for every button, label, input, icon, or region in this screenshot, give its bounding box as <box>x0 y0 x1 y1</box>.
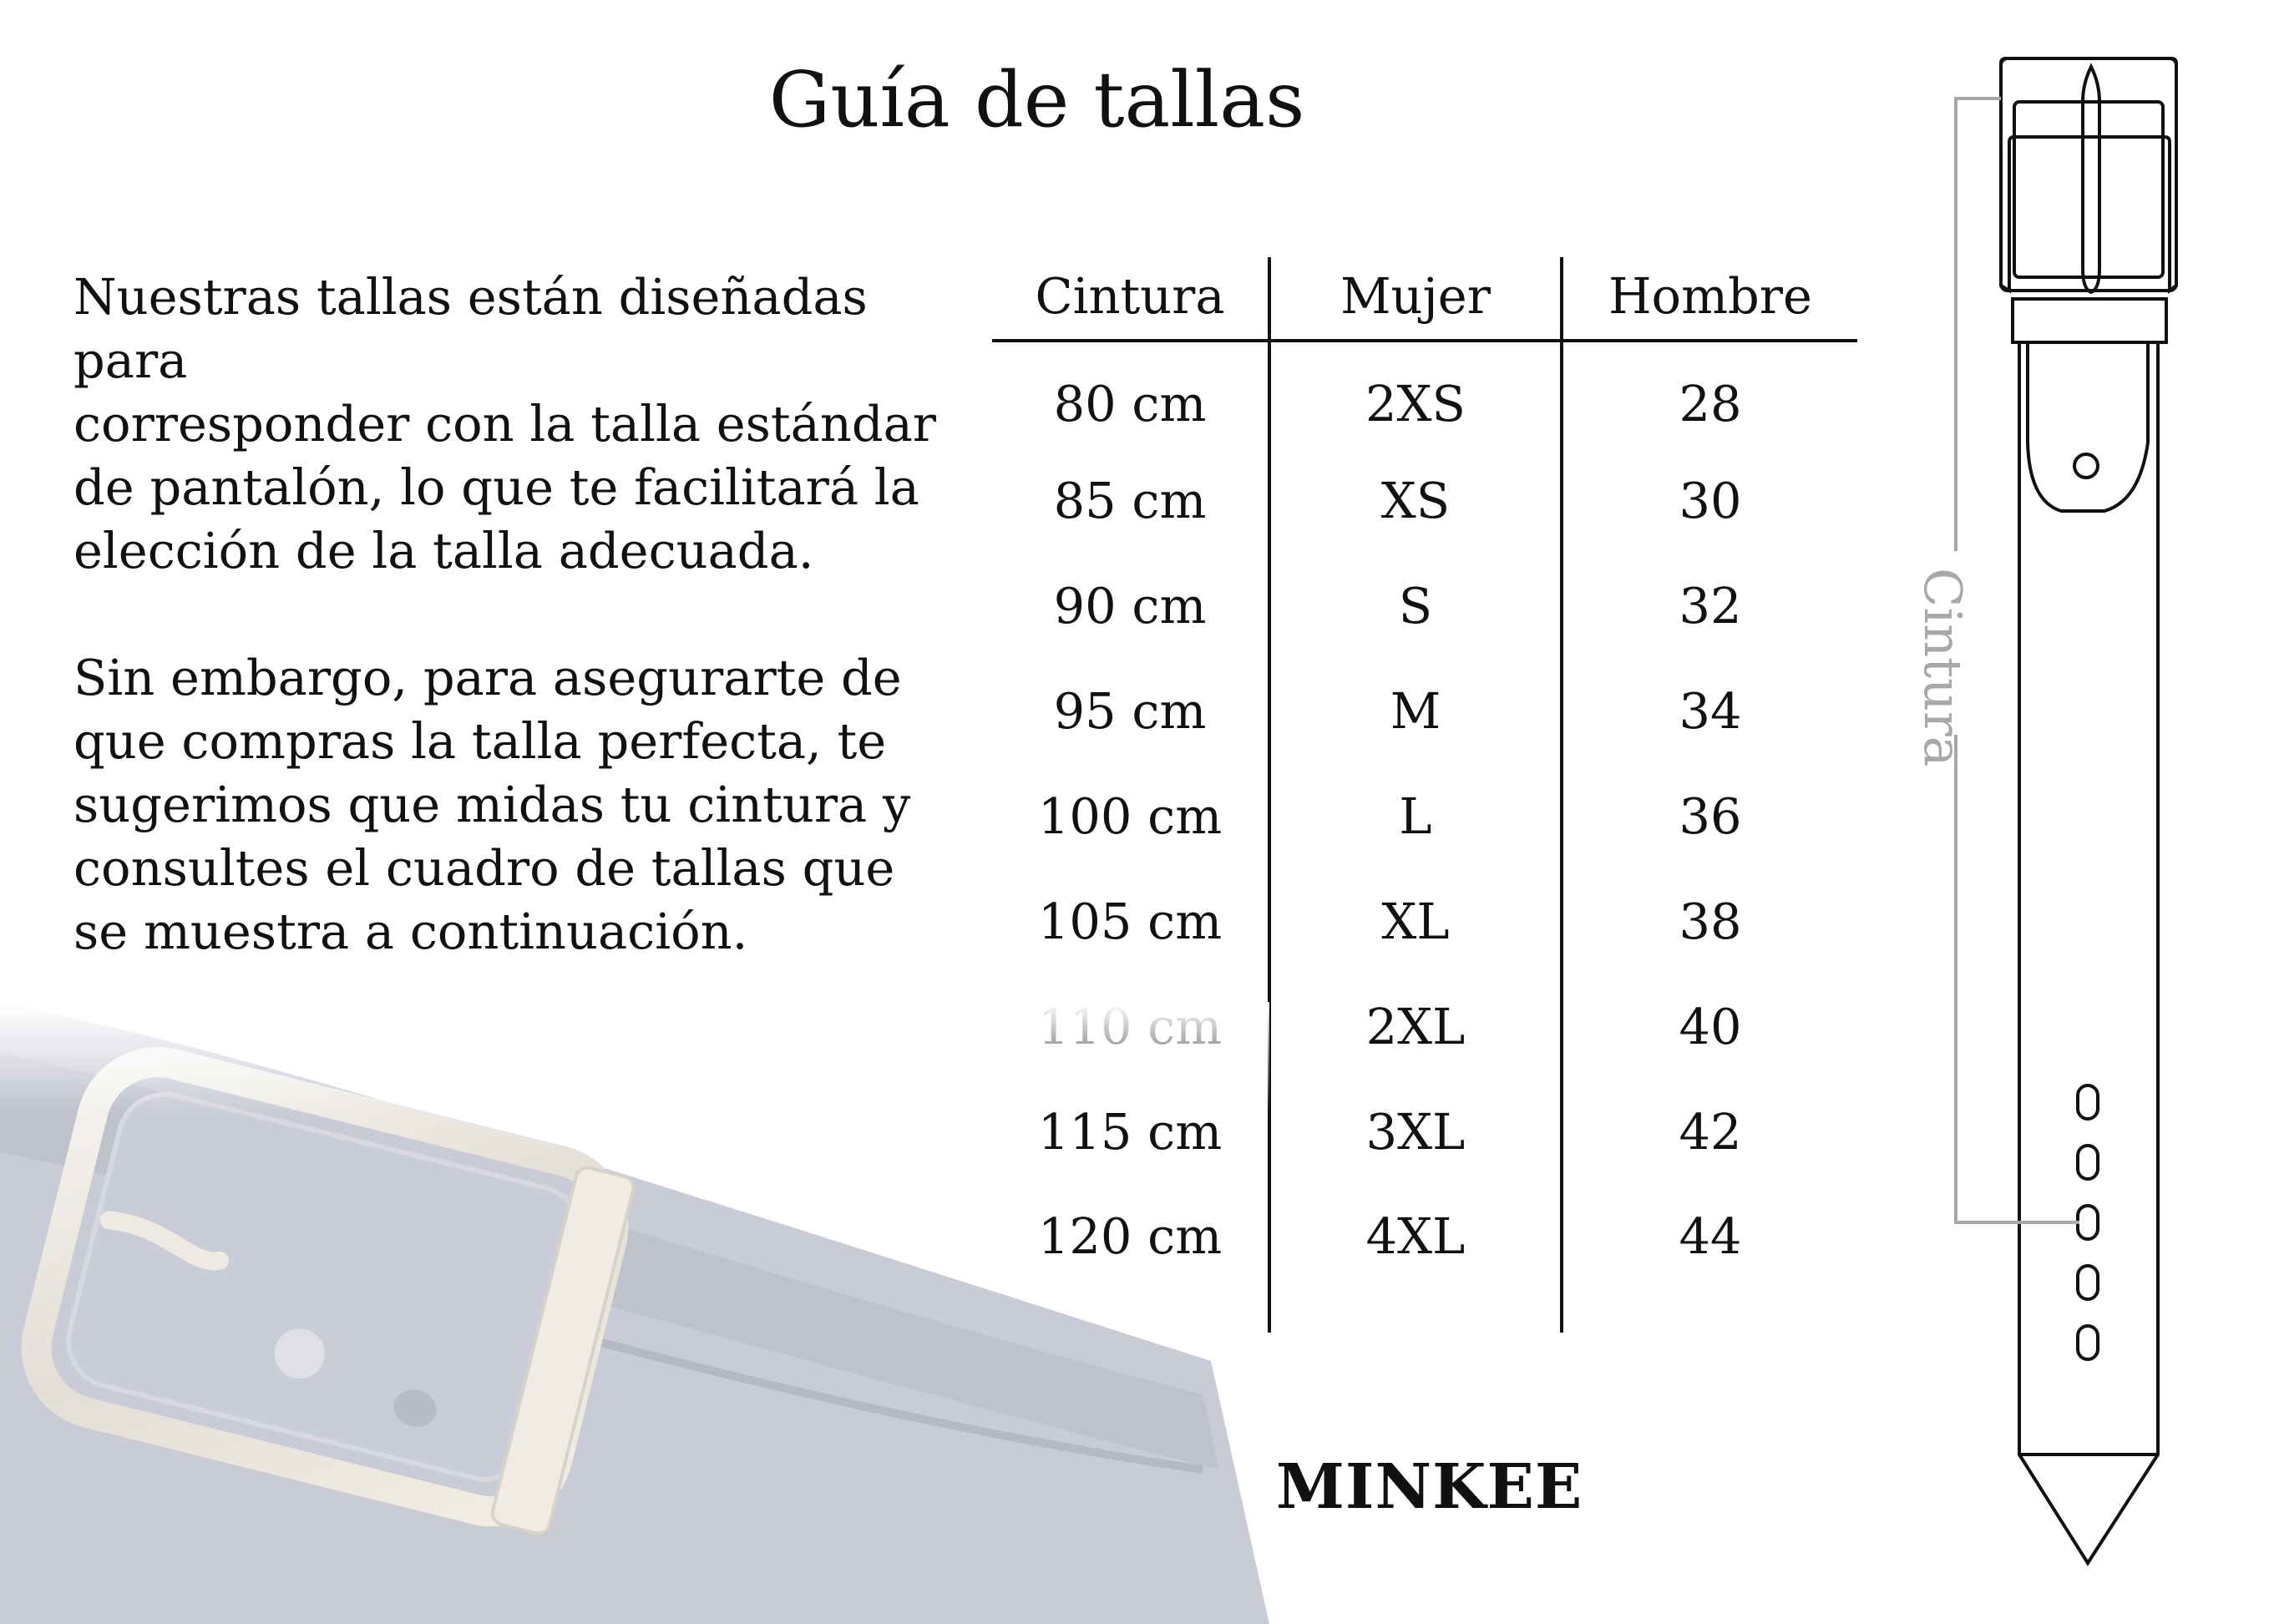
cell-mujer: 2XL <box>1269 974 1562 1079</box>
belt-diagram <box>1921 50 2196 1578</box>
table-header-row <box>992 257 1857 341</box>
diagram-cintura-label: Cintura <box>1912 568 1973 767</box>
cell-mujer: XL <box>1269 868 1562 974</box>
belt-photo <box>0 1002 1269 1624</box>
cell-mujer: 2XS <box>1269 341 1562 448</box>
cell-hombre: 38 <box>1562 868 1857 974</box>
cell-mujer: S <box>1269 553 1562 658</box>
diagram-measure-line <box>1956 99 2001 551</box>
header-mujer: Mujer <box>1269 257 1562 341</box>
cell-cintura: 85 cm <box>1053 471 1207 529</box>
cell-cintura: 105 cm <box>1037 892 1223 950</box>
table-row <box>992 553 1857 658</box>
cell-mujer: M <box>1269 658 1562 763</box>
brand-name: MINKEE <box>1276 1451 1583 1523</box>
cell-cintura: 100 cm <box>1037 787 1223 845</box>
table-row <box>992 763 1857 868</box>
table-row <box>992 658 1857 763</box>
page-title: Guía de tallas <box>768 55 1305 144</box>
cell-cintura: 90 cm <box>1053 576 1207 635</box>
diagram-strap-shape <box>2019 342 2158 1563</box>
cell-hombre: 32 <box>1562 553 1857 658</box>
cell-cintura: 80 cm <box>1053 374 1207 433</box>
cell-mujer: 4XL <box>1269 1184 1562 1333</box>
header-hombre: Hombre <box>1562 257 1857 341</box>
cell-hombre: 30 <box>1562 448 1857 553</box>
table-row <box>992 868 1857 974</box>
cell-hombre: 36 <box>1562 763 1857 868</box>
cell-hombre: 44 <box>1562 1184 1857 1333</box>
cell-hombre: 42 <box>1562 1079 1857 1184</box>
table-row <box>992 341 1857 448</box>
header-cintura: Cintura <box>992 257 1269 341</box>
cell-mujer: XS <box>1269 448 1562 553</box>
intro-text <box>73 266 950 964</box>
cell-mujer: 3XL <box>1269 1079 1562 1184</box>
cell-cintura: 95 cm <box>1053 681 1207 740</box>
cell-hombre: 40 <box>1562 974 1857 1079</box>
intro-paragraph-1: Nuestras tallas están diseñadas para corresponder con la talla estándar de pantalón, lo que te facilitará la elección de la talla adecuada. <box>73 268 936 579</box>
diagram-buckle-shape <box>2001 58 2176 291</box>
cell-hombre: 28 <box>1562 341 1857 448</box>
cell-mujer: L <box>1269 763 1562 868</box>
diagram-keeper-shape <box>2013 299 2166 342</box>
table-row <box>992 448 1857 553</box>
diagram-tongue-shape <box>2028 342 2148 511</box>
intro-paragraph-2: Sin embargo, para asegurarte de que compras la talla perfecta, te sugerimos que midas tu cintura y consultes el cuadro de tallas que se muestra a continuación. <box>73 649 911 960</box>
cell-hombre: 34 <box>1562 658 1857 763</box>
